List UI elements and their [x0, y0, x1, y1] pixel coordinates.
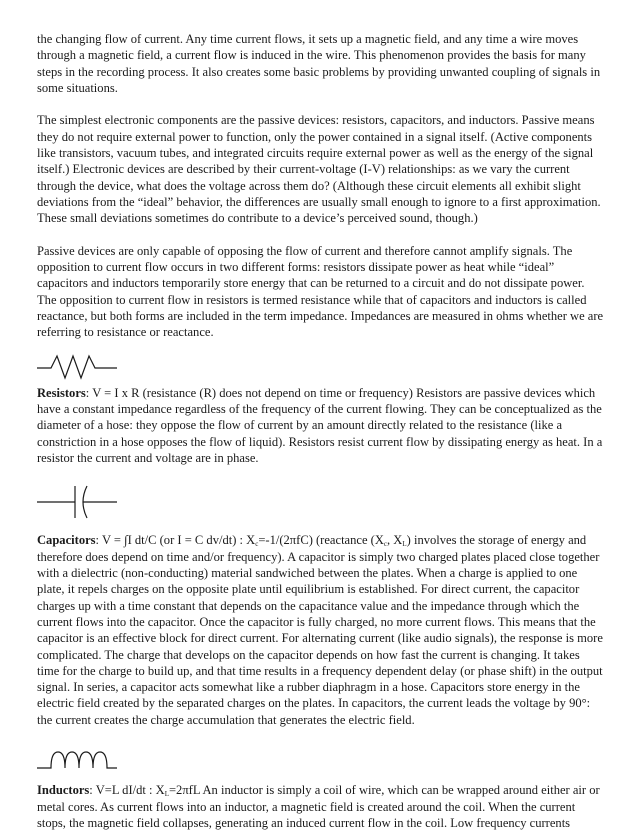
paragraph-inductors: [37, 782, 605, 831]
capacitor-formula-part1: : V = ∫I dt/C (or I = C dv/dt) : X: [95, 533, 256, 548]
capacitors-description: ) involves the storage of energy and therefore does depend on time and/or frequency). A capacitor is simply two charged plates placed close together with a dielectric (non-conducting) material sandwiched between the plates. When a charge is applied to one plate, it repels charges on the opposite plate until equilibrium is established. For direct current, the capacitor charges up with a time constant that depends on the capacitance value and the impedance through which the current flows into the capacitor. Once the capacitor is fully charged, no more current flows. This means that the capacitor is an effective block for direct current. For alternating current (like audio signals), the response is more complicated. The charge that develops on the capacitor depends on how fast the current is changing. It takes time for the charge to build up, and that time results in a frequency dependent delay (or phase shift) in the output signal. In series, a capacitor acts somewhat like a rubber diaphragm in a hose. Capacitors store energy in the electric field created by the separated charges on the plates. In capacitors, the current leads the voltage by 90°: the current creates the charge accumulation that generates the electric field.: [37, 533, 603, 727]
document-page: [37, 31, 605, 831]
capacitor-symbol-icon: [37, 482, 605, 520]
inductor-formula-part1: : V=L dI/dt : X: [89, 783, 165, 798]
paragraph-passive-devices: The simplest electronic components are the passive devices: resistors, capacitors, and inductors. Passive means they do not require external power to function, only the power contained in a signal itself. (Active components like transistors, vacuum tubes, and integrated circuits require external power as well as the energy of the signal itself.) Electronic devices are described by their current-voltage (I-V) relationships: as we vary the current through the device, what does the voltage across them do? (Although these circuit elements all exhibit slight deviations from the “ideal” behavior, the differences are usually small enough to ignore to a first approximation. These small deviations sometimes do contribute to a device’s perceived sound, though.): [37, 113, 601, 226]
resistor-symbol-icon: [37, 341, 605, 385]
capacitor-subscript-c2: c: [383, 540, 388, 549]
term-inductors: Inductors: [37, 783, 90, 798]
inductor-subscript-l: L: [164, 790, 169, 799]
term-resistors: Resistors: [37, 385, 86, 400]
inductor-formula-part2: =2πfL: [168, 783, 203, 798]
resistors-description: : V = I x R (resistance (R) does not depend on time or frequency) Resistors are passive devices which have a constant impedance regardless of the frequency of the current flowing. They can be conceptualized as the diameter of a hose: they oppose the flow of current by an amount directly related to the resistance (like a constriction in a hose opposes the flow of liquid). Resistors resist current flow by dissipating energy as heat. In a resistor the current and voltage are in phase.: [37, 385, 603, 465]
paragraph-opposition: Passive devices are only capable of opposing the flow of current and therefore cannot amplify signals. The opposition to current flow occurs in two different forms: resistors dissipate power as heat while “ideal” capacitors and inductors temporarily store energy that can be returned to a circuit and do not dissipate power. The opposition to current flow in resistors is termed resistance while that of capacitors and inductors is called reactance, but both forms are included in the term impedance. Impedances are measured in ohms whether we are referring to resistance or reactance.: [37, 243, 604, 340]
paragraph-resistors: [37, 385, 605, 466]
capacitor-subscript-c: c: [255, 540, 259, 549]
inductor-symbol-icon: [37, 744, 605, 774]
capacitor-formula-part3: , X: [387, 533, 403, 548]
capacitor-subscript-l: L: [402, 540, 407, 549]
capacitor-formula-part2: =-1/(2πfC) (reactance (X: [258, 533, 384, 548]
term-capacitors: Capacitors: [37, 533, 96, 548]
paragraph-magnetic-field: the changing flow of current. Any time current flows, it sets up a magnetic field, and any time a wire moves through a magnetic field, a current flow is induced in the wire. This phenomenon provides the basis for many steps in the recording process. It also creates some basic problems by providing unwanted coupling of signals in some situations.: [37, 32, 601, 95]
inductors-description: An inductor is simply a coil of wire, which can be wrapped around either air or metal cores. As current flows into an inductor, a magnetic field is created around the coil. When the current stops, the magnetic field collapses, generating an induced current flow in the coil. Low frequency currents: [37, 783, 600, 830]
paragraph-capacitors: [37, 532, 605, 728]
